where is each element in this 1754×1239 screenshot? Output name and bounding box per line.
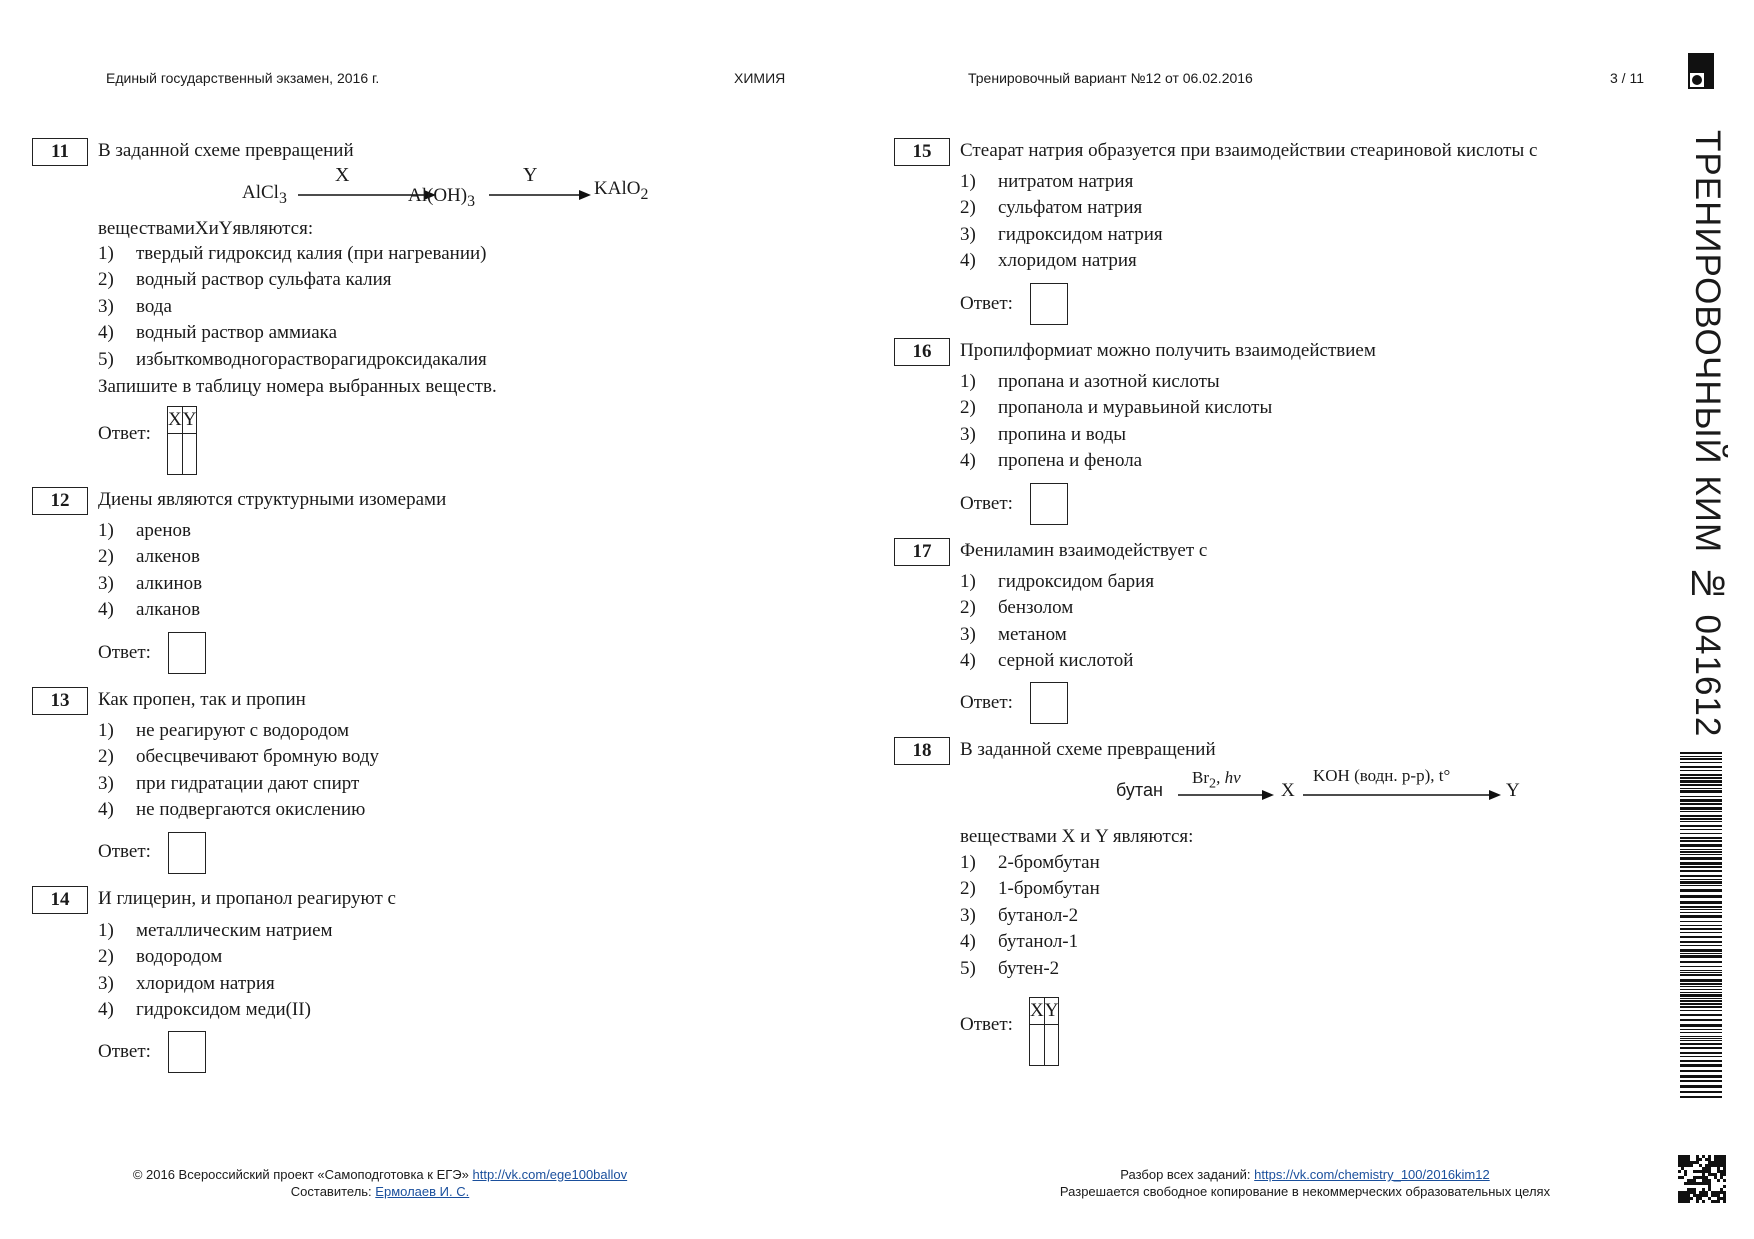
option: 1) нитратом натрия [960, 171, 1134, 192]
arrow1-label: $Br_2$, hv [1192, 768, 1241, 792]
arrow2-label: Y [523, 164, 538, 186]
task-question: Как пропен, так и пропин [98, 689, 306, 710]
answer-cell-x[interactable] [1030, 1025, 1045, 1066]
answer-label: Ответ: [960, 493, 1013, 514]
option: 3) хлоридом натрия [98, 972, 275, 994]
answer-box[interactable] [1030, 483, 1068, 525]
option: 3) гидроксидом натрия [960, 223, 1163, 245]
option: 1) твердый гидроксид калия (при нагревании) [98, 243, 487, 264]
intermediate: $Al(OH)_3$ [408, 185, 476, 210]
task-number: 13 [32, 687, 88, 715]
answer-label: Ответ: [960, 293, 1013, 314]
corner-mark-icon [1688, 53, 1714, 89]
option: 2) пропанола и муравьиной кислоты [960, 397, 1273, 419]
exam-title: Единый государственный экзамен, 2016 г. [106, 70, 380, 86]
task-intro: веществами X и Y являются: [960, 826, 1194, 847]
option: 2) 1-бромбутан [960, 878, 1100, 900]
option: 2) водородом [98, 946, 223, 968]
task-number: 15 [894, 138, 950, 166]
answer-box[interactable] [1030, 283, 1068, 325]
task-question: В заданной схеме превращений [98, 140, 354, 161]
task-number: 11 [32, 138, 88, 166]
task-intro: веществамиXиYявляются: [98, 218, 314, 239]
option: 1) аренов [98, 520, 192, 541]
option: 1) не реагируют с водородом [98, 720, 350, 741]
product: KAlO$_2$ [594, 178, 649, 203]
answer-label: Ответ: [960, 692, 1013, 713]
answer-cell-y[interactable] [182, 434, 197, 475]
option: 3) пропина и воды [960, 423, 1126, 445]
answer-label: Ответ: [960, 1014, 1013, 1035]
option: 1) металлическим натрием [98, 920, 333, 941]
variant-title: Тренировочный вариант №12 от 06.02.2016 [968, 70, 1253, 86]
arrow2-label: KOH (водн. р-р), t° [1313, 766, 1451, 785]
option: 3) вода [98, 295, 172, 317]
option: 3) бутанол-2 [960, 904, 1079, 926]
col-y-header: Y [1044, 998, 1059, 1025]
answer-cell-x[interactable] [168, 434, 183, 475]
options-list [98, 718, 379, 824]
task-number: 18 [894, 737, 950, 765]
task-question: Стеарат натрия образуется при взаимодействии стеариновой кислоты с [960, 140, 1538, 161]
answer-label: Ответ: [98, 1041, 151, 1062]
option: 3) при гидратации дают спирт [98, 772, 360, 794]
footer-link-author[interactable]: Ермолаев И. С. [375, 1184, 470, 1199]
barcode-icon [1680, 752, 1722, 1100]
option: 4) пропена и фенола [960, 450, 1143, 472]
footer-license: Разрешается свободное копирование в некоммерческих образовательных целях [1059, 1184, 1551, 1199]
answer-table[interactable] [1029, 997, 1059, 1066]
qr-code-icon [1678, 1155, 1726, 1203]
task-question: В заданной схеме превращений [960, 739, 1216, 760]
option: 2) обесцвечивают бромную воду [98, 746, 380, 768]
task-question: И глицерин, и пропанол реагируют с [98, 888, 396, 909]
task-number: 12 [32, 487, 88, 515]
task-number: 16 [894, 338, 950, 366]
option: 4) серной кислотой [960, 650, 1134, 672]
footer-left [130, 1166, 630, 1200]
col-x-header: X [168, 407, 183, 434]
option: 1) 2-бромбутан [960, 852, 1100, 873]
task-question: Фениламин взаимодействует с [960, 540, 1208, 561]
option: 2) алкенов [98, 546, 200, 568]
option: 4) водный раствор аммиака [98, 322, 338, 344]
option: 4) алканов [98, 599, 201, 621]
footer-right [1000, 1166, 1610, 1200]
arrow-icon [1301, 788, 1503, 802]
scheme-start: бутан [1116, 780, 1163, 800]
task-question: Диены являются структурными изомерами [98, 489, 447, 510]
footer-author-label: Составитель: [290, 1184, 372, 1199]
answer-label: Ответ: [98, 642, 151, 663]
reactant: AlCl$_3$ [242, 182, 287, 207]
scheme-x: X [1281, 780, 1295, 801]
arrow-icon [487, 188, 593, 202]
option: 2) сульфатом натрия [960, 197, 1143, 219]
option: 1) пропана и азотной кислоты [960, 371, 1220, 392]
scheme-y: Y [1506, 780, 1520, 801]
options-list [960, 569, 1154, 675]
options-list [98, 918, 333, 1024]
task-number: 17 [894, 538, 950, 566]
answer-label: Ответ: [98, 423, 151, 444]
option: 3) метаном [960, 623, 1067, 645]
option: 3) алкинов [98, 572, 203, 594]
answer-box[interactable] [168, 832, 206, 874]
reaction-scheme [242, 182, 287, 208]
task-question: Пропилформиат можно получить взаимодействием [960, 340, 1376, 361]
option: 4) гидроксидом меди(II) [98, 999, 311, 1021]
arrow1-label: X [335, 164, 350, 186]
side-title: ТРЕНИРОВОЧНЫЙ КИМ № 041612 [1688, 130, 1727, 738]
col-x-header: X [1030, 998, 1045, 1025]
option: 4) хлоридом натрия [960, 250, 1137, 272]
arrow-icon [1176, 788, 1276, 802]
task-note: Запишите в таблицу номера выбранных веществ. [98, 376, 497, 397]
answer-label: Ответ: [98, 841, 151, 862]
answer-box[interactable] [168, 1031, 206, 1073]
options-list [960, 169, 1163, 275]
footer-analysis-label: Разбор всех заданий: [1120, 1167, 1251, 1182]
col-y-header: Y [182, 407, 197, 434]
options-list [960, 850, 1100, 982]
option: 2) водный раствор сульфата калия [98, 269, 392, 291]
option: 4) бутанол-1 [960, 931, 1079, 953]
options-list [98, 241, 487, 373]
option: 4) не подвергаются окислению [98, 799, 366, 821]
option: 5) бутен-2 [960, 957, 1060, 979]
answer-table[interactable] [167, 406, 197, 475]
answer-cell-y[interactable] [1044, 1025, 1059, 1066]
task-number: 14 [32, 886, 88, 914]
subject-title: ХИМИЯ [734, 70, 786, 86]
page-number: 3 / 11 [1610, 70, 1644, 86]
option: 1) гидроксидом бария [960, 571, 1155, 592]
footer-link-ege[interactable]: http://vk.com/ege100ballov [472, 1167, 628, 1182]
answer-box[interactable] [168, 632, 206, 674]
footer-link-analysis[interactable]: https://vk.com/chemistry_100/2016kim12 [1254, 1167, 1490, 1182]
option: 2) бензолом [960, 597, 1074, 619]
footer-copyright: © 2016 Всероссийский проект «Самоподготовка к ЕГЭ» [132, 1167, 469, 1182]
option: 5) избыткомводногорастворагидроксидакалия [98, 348, 487, 370]
answer-box[interactable] [1030, 682, 1068, 724]
options-list [98, 518, 202, 624]
options-list [960, 369, 1272, 475]
